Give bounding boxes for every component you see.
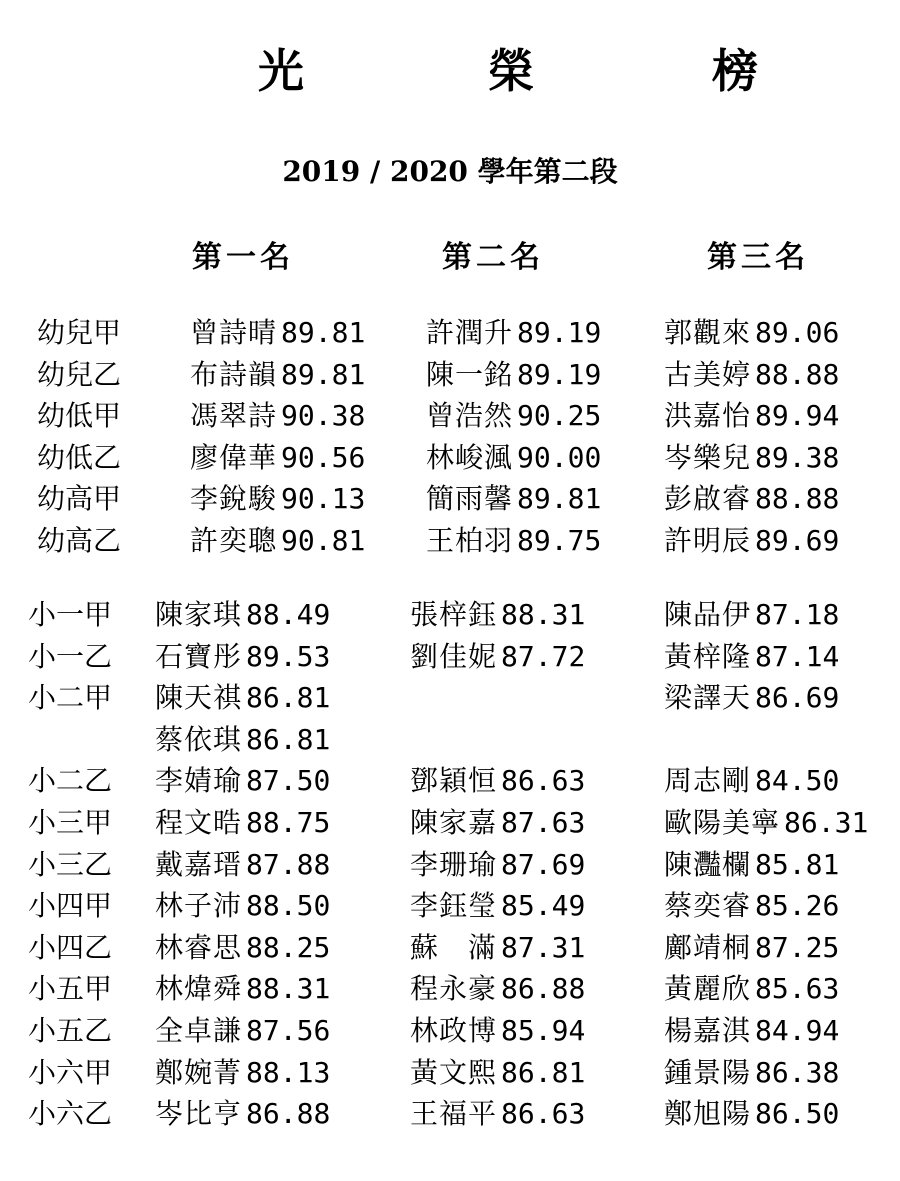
ranking-entry: [190, 482, 365, 516]
student-name: 馮翠詩: [190, 399, 278, 432]
ranking-entry: [664, 1056, 839, 1090]
student-name: 鄭旭陽: [664, 1097, 752, 1131]
class-label: 小六甲: [28, 1055, 113, 1089]
student-name: 程永豪: [410, 972, 498, 1006]
class-label: 小六乙: [28, 1097, 113, 1131]
student-name: 陳天祺: [155, 681, 243, 715]
class-row: [0, 316, 900, 358]
student-name: 岑比亨: [155, 1097, 243, 1131]
student-score: 87.56: [246, 1014, 331, 1047]
student-name: 曾浩然: [426, 399, 514, 432]
column-header-first: 第一名: [192, 240, 294, 275]
student-score: 89.69: [755, 523, 840, 557]
student-score: 87.31: [501, 930, 586, 964]
student-score: 86.88: [501, 972, 586, 1006]
student-name: 陳灩欄: [664, 847, 752, 881]
student-score: 89.06: [755, 316, 840, 349]
ranking-entry: [664, 640, 839, 674]
ranking-entry: [155, 972, 330, 1006]
page-title-char-3: 榜: [712, 44, 758, 98]
student-score: 88.31: [501, 598, 586, 631]
page-title-char-2: 榮: [488, 44, 534, 98]
student-name: 黃文熙: [410, 1055, 498, 1089]
class-row: [0, 1056, 900, 1098]
student-score: 89.81: [517, 482, 602, 515]
student-name: 李銳駿: [190, 482, 278, 515]
ranking-entry: [155, 848, 330, 882]
class-label: 幼高甲: [37, 482, 122, 515]
student-score: 87.50: [246, 764, 331, 798]
student-name: 林睿思: [155, 930, 243, 964]
student-score: 87.69: [501, 847, 586, 881]
student-score: 90.25: [517, 399, 602, 432]
ranking-entry: [410, 598, 585, 632]
student-name: 簡雨馨: [426, 482, 514, 515]
student-name: 許奕聰: [190, 523, 278, 557]
ranking-entry: [664, 889, 839, 923]
student-name: 程文晧: [155, 806, 243, 839]
student-name: 周志剛: [664, 764, 752, 798]
student-score: 88.75: [246, 806, 331, 839]
student-score: 86.50: [755, 1097, 840, 1131]
ranking-entry: [664, 399, 839, 433]
ranking-entry: [410, 640, 585, 674]
student-name: 陳家嘉: [410, 806, 498, 839]
ranking-entry: [664, 1097, 839, 1131]
student-score: 86.81: [246, 681, 331, 715]
student-score: 90.38: [281, 399, 366, 432]
student-score: 88.88: [755, 482, 840, 515]
student-score: 89.53: [246, 639, 331, 673]
ranking-entry: [155, 931, 330, 965]
ranking-entry: [426, 316, 601, 350]
student-score: 86.81: [246, 722, 331, 756]
student-score: 84.94: [755, 1014, 840, 1047]
student-name: 鄧穎恒: [410, 764, 498, 798]
student-name: 林子沛: [155, 889, 243, 923]
ranking-entry: [190, 441, 365, 475]
student-score: 87.63: [501, 806, 586, 839]
student-score: 89.81: [281, 357, 366, 391]
ranking-entry: [664, 806, 868, 840]
class-row: [0, 640, 900, 682]
ranking-entry: [155, 889, 330, 923]
ranking-entry: [410, 972, 585, 1006]
student-name: 岑樂兒: [664, 440, 752, 474]
ranking-entry: [664, 931, 839, 965]
student-name: 許潤升: [426, 316, 514, 349]
ranking-entry: [190, 358, 365, 392]
ranking-entry: [410, 1097, 585, 1131]
student-score: 86.88: [246, 1097, 331, 1131]
class-row: [0, 1014, 900, 1056]
class-row: [0, 524, 900, 566]
student-score: 85.94: [501, 1014, 586, 1047]
student-name: 李珊瑜: [410, 847, 498, 881]
ranking-entry: [155, 723, 330, 757]
student-score: 87.14: [755, 639, 840, 673]
class-row: [0, 681, 900, 764]
ranking-entry: [410, 889, 585, 923]
student-score: 88.88: [755, 357, 840, 391]
class-label: 幼兒乙: [37, 357, 122, 391]
student-name: 洪嘉怡: [664, 399, 752, 432]
class-label: 小二甲: [28, 681, 113, 715]
student-name: 張梓鈺: [410, 598, 498, 631]
class-label: 小一乙: [28, 639, 113, 673]
ranking-entry: [664, 972, 839, 1006]
class-label: 幼兒甲: [37, 316, 122, 349]
ranking-entry: [190, 316, 365, 350]
student-score: 90.81: [281, 523, 366, 557]
ranking-entry: [664, 316, 839, 350]
student-score: 89.75: [517, 523, 602, 557]
class-label: 小五乙: [28, 1014, 113, 1047]
student-name: 蘇 滿: [410, 930, 498, 964]
student-score: 88.13: [246, 1055, 331, 1089]
student-name: 鄺靖桐: [664, 930, 752, 964]
class-label: 小三乙: [28, 847, 113, 881]
student-score: 87.25: [755, 930, 840, 964]
ranking-entry: [664, 482, 839, 516]
student-score: 90.56: [281, 440, 366, 474]
class-row: [0, 482, 900, 524]
student-name: 石寶彤: [155, 639, 243, 673]
ranking-entry: [155, 1056, 330, 1090]
student-name: 蔡依琪: [155, 722, 243, 756]
student-name: 劉佳妮: [410, 639, 498, 673]
ranking-entry: [190, 524, 365, 558]
class-label: 小五甲: [28, 972, 113, 1006]
page-title-char-1: 光: [258, 44, 304, 98]
ranking-entry: [426, 358, 601, 392]
class-label: 幼低甲: [37, 399, 122, 432]
class-label: 小一甲: [28, 598, 113, 631]
student-score: 85.81: [755, 847, 840, 881]
student-score: 86.63: [501, 1097, 586, 1131]
column-header-second: 第二名: [442, 240, 544, 275]
student-name: 鍾景陽: [664, 1055, 752, 1089]
student-name: 陳一銘: [426, 357, 514, 391]
column-header-third: 第三名: [707, 240, 809, 275]
student-score: 89.19: [517, 357, 602, 391]
student-score: 90.13: [281, 482, 366, 515]
student-name: 黃麗欣: [664, 972, 752, 1006]
student-name: 李鈺瑩: [410, 889, 498, 923]
ranking-entry: [664, 681, 839, 715]
ranking-entry: [664, 524, 839, 558]
ranking-entry: [190, 399, 365, 433]
student-name: 陳家琪: [155, 598, 243, 631]
class-row: [0, 889, 900, 931]
class-row: [0, 358, 900, 400]
student-score: 87.18: [755, 598, 840, 631]
student-name: 李婧瑜: [155, 764, 243, 798]
class-row: [0, 972, 900, 1014]
ranking-entry: [155, 806, 330, 840]
student-score: 88.50: [246, 889, 331, 923]
student-name: 楊嘉淇: [664, 1014, 752, 1047]
ranking-entry: [664, 764, 839, 798]
student-score: 85.26: [755, 889, 840, 923]
student-score: 86.63: [501, 764, 586, 798]
class-row: [0, 1097, 900, 1139]
ranking-entry: [155, 681, 330, 715]
ranking-entry: [410, 931, 585, 965]
student-score: 86.31: [784, 806, 869, 839]
student-score: 86.38: [755, 1055, 840, 1089]
ranking-entry: [664, 598, 839, 632]
student-name: 全卓謙: [155, 1014, 243, 1047]
student-score: 87.72: [501, 639, 586, 673]
class-label: 小二乙: [28, 764, 113, 798]
ranking-entry: [426, 524, 601, 558]
student-name: 曾詩晴: [190, 316, 278, 349]
ranking-entry: [410, 1056, 585, 1090]
class-row: [0, 441, 900, 483]
student-score: 85.49: [501, 889, 586, 923]
ranking-entry: [426, 482, 601, 516]
student-score: 89.38: [755, 440, 840, 474]
class-row: [0, 764, 900, 806]
student-name: 林峻渢: [426, 440, 514, 474]
ranking-entry: [410, 806, 585, 840]
page-subtitle: 2019 / 2020 學年第二段: [282, 155, 618, 188]
ranking-entry: [155, 1097, 330, 1131]
student-score: 89.94: [755, 399, 840, 432]
student-score: 86.69: [755, 681, 840, 715]
class-label: 小四乙: [28, 930, 113, 964]
student-score: 89.19: [517, 316, 602, 349]
student-score: 86.81: [501, 1055, 586, 1089]
student-name: 歐陽美寧: [664, 806, 781, 839]
student-score: 88.31: [246, 972, 331, 1006]
ranking-entry: [155, 598, 330, 632]
student-name: 林政博: [410, 1014, 498, 1047]
student-score: 88.49: [246, 598, 331, 631]
ranking-entry: [155, 764, 330, 798]
student-name: 戴嘉瑨: [155, 847, 243, 881]
ranking-entry: [410, 848, 585, 882]
student-name: 陳品伊: [664, 598, 752, 631]
class-label: 幼低乙: [37, 440, 122, 474]
student-score: 89.81: [281, 316, 366, 349]
student-name: 布詩韻: [190, 357, 278, 391]
ranking-entry: [664, 441, 839, 475]
student-name: 廖偉華: [190, 440, 278, 474]
student-name: 蔡奕睿: [664, 889, 752, 923]
class-row: [0, 806, 900, 848]
ranking-entry: [664, 848, 839, 882]
ranking-entry: [410, 764, 585, 798]
ranking-entry: [155, 640, 330, 674]
student-name: 彭啟睿: [664, 482, 752, 515]
class-row: [0, 931, 900, 973]
ranking-entry: [664, 1014, 839, 1048]
ranking-entry: [426, 441, 601, 475]
class-label: 小四甲: [28, 889, 113, 923]
student-score: 87.88: [246, 847, 331, 881]
student-name: 許明辰: [664, 523, 752, 557]
student-name: 古美婷: [664, 357, 752, 391]
class-row: [0, 399, 900, 441]
student-score: 90.00: [517, 440, 602, 474]
student-name: 郭觀來: [664, 316, 752, 349]
ranking-entry: [410, 1014, 585, 1048]
student-name: 梁譯天: [664, 681, 752, 715]
ranking-entry: [664, 358, 839, 392]
class-row: [0, 848, 900, 890]
ranking-entry: [155, 1014, 330, 1048]
class-label: 幼高乙: [37, 523, 122, 557]
class-row: [0, 598, 900, 640]
student-name: 黃梓隆: [664, 639, 752, 673]
ranking-entry: [426, 399, 601, 433]
student-name: 王福平: [410, 1097, 498, 1131]
student-score: 84.50: [755, 764, 840, 798]
student-name: 林煒舜: [155, 972, 243, 1006]
student-score: 85.63: [755, 972, 840, 1006]
student-score: 88.25: [246, 930, 331, 964]
student-name: 鄭婉菁: [155, 1055, 243, 1089]
class-label: 小三甲: [28, 806, 113, 839]
student-name: 王柏羽: [426, 523, 514, 557]
